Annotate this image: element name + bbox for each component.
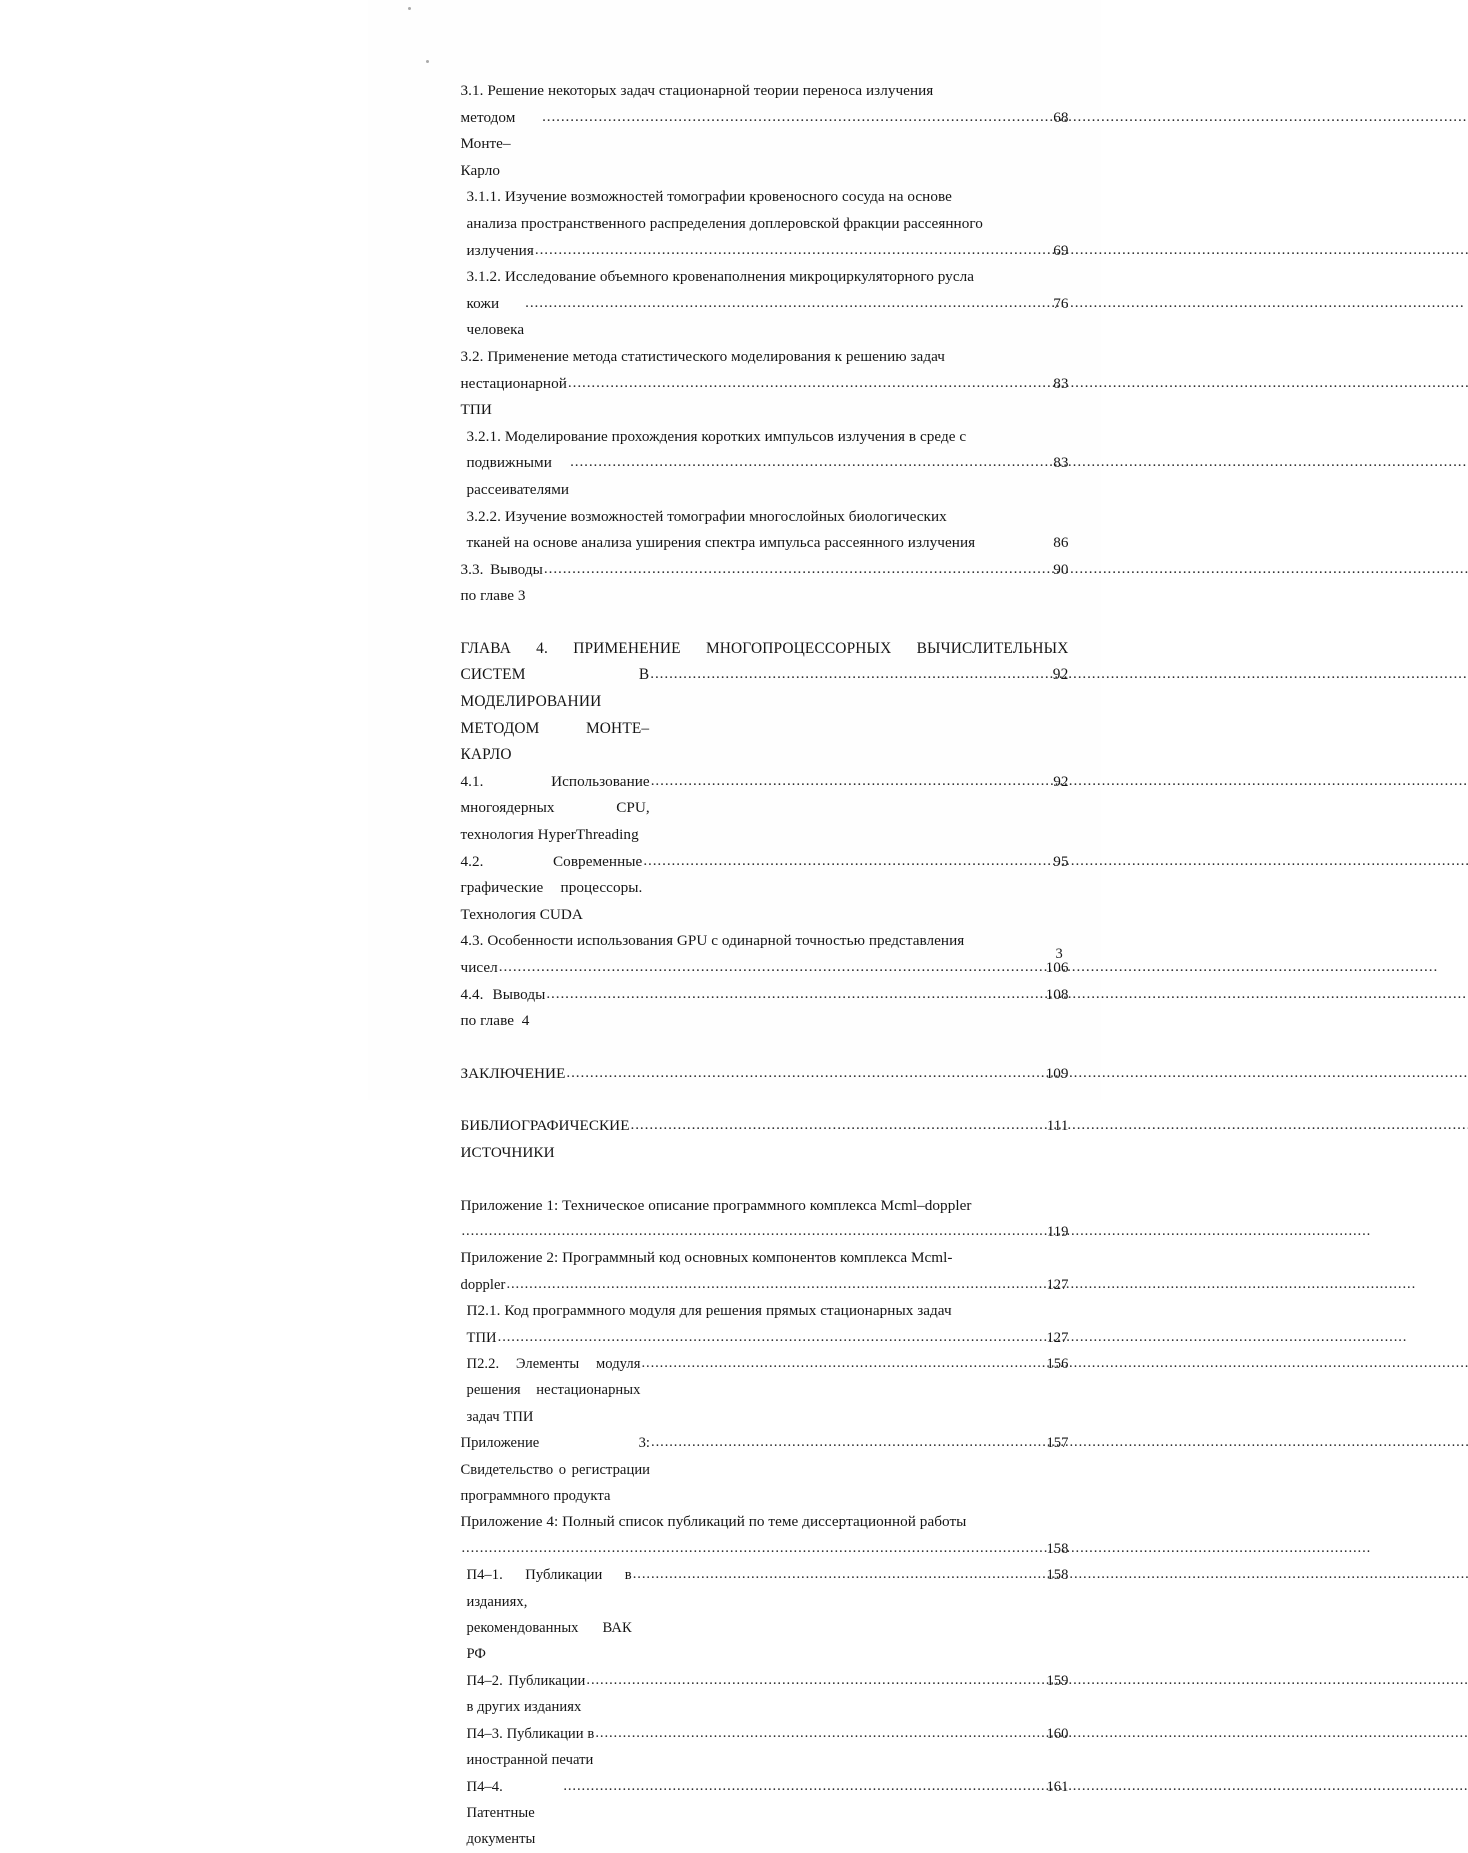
entry-page-number: 159 (1046, 1672, 1069, 1689)
entry-title: нестационарной ТПИ (460, 374, 571, 419)
entry-appendix-4[interactable] (461, 1509, 1069, 1562)
entry-title: П2.2. Элементы модуля решения нестационарных задач ТПИ (466, 1356, 648, 1425)
dot-leader (643, 848, 1052, 875)
entry-page-number: 76 (1053, 294, 1069, 312)
entry-title: методом Монте–Карло (460, 108, 520, 179)
section-spacer (461, 1167, 1069, 1193)
entry-title-line: Приложение 1: Техническое описание программного комплекса Mcml–doppler (460, 1196, 972, 1214)
dot-leader (570, 449, 1052, 476)
entry-p4-3[interactable] (467, 1721, 1069, 1774)
entry-title: П4–4. Патентные документы (466, 1778, 539, 1848)
entry-p2-2[interactable] (467, 1351, 1069, 1430)
entry-page-number: 161 (1046, 1778, 1069, 1795)
document-page (368, 0, 1101, 1848)
entry-page-number: 83 (1053, 454, 1069, 472)
entry-page-number: 111 (1046, 1117, 1069, 1135)
entry-3-1-1[interactable] (467, 184, 1069, 264)
dot-leader (525, 290, 1052, 317)
entry-p4-2[interactable] (467, 1668, 1069, 1721)
section-spacer (461, 1035, 1069, 1061)
entry-4-3[interactable] (461, 928, 1069, 981)
dot-leader (651, 768, 1052, 795)
entry-3-2[interactable] (461, 344, 1069, 424)
dot-leader (462, 1535, 1046, 1561)
entry-page-number: 157 (1046, 1435, 1069, 1452)
entry-page-number: 90 (1053, 560, 1069, 578)
scan-speck (408, 7, 411, 10)
toc-group-chapter4 (461, 636, 1069, 1035)
entry-page-number: 92 (1053, 772, 1069, 790)
entry-title: кожи человека (466, 294, 529, 339)
dot-leader (650, 661, 1052, 688)
entry-title: чисел (460, 959, 498, 976)
entry-title: ТПИ (466, 1329, 501, 1346)
entry-appendix-2[interactable] (461, 1245, 1069, 1298)
entry-3-2-1[interactable] (467, 424, 1069, 504)
chapter-heading-word: ВЫЧИСЛИТЕЛЬНЫХ (916, 639, 1069, 657)
entry-page-number: 158 (1046, 1540, 1069, 1557)
dot-leader (498, 1324, 1046, 1350)
entry-p4-4[interactable] (467, 1774, 1069, 1853)
entry-chapter-4[interactable] (461, 636, 1069, 769)
entry-title-line: 4.3. Особенности использования GPU с одинарной точностью представления (460, 932, 965, 950)
entry-appendix-1[interactable] (461, 1193, 1069, 1246)
entry-title-line: 3.2.1. Моделирование прохождения коротких импульсов излучения в среде с (466, 427, 967, 445)
entry-4-4[interactable] (461, 982, 1069, 1035)
entry-title: П4–3. Публикации в иностранной печати (466, 1725, 599, 1769)
entry-title: doppler (460, 1276, 510, 1293)
entry-title: 4.4. Выводы по главе 4 (460, 985, 554, 1030)
chapter-heading-word: МНОГОПРОЦЕССОРНЫХ (705, 639, 892, 657)
entry-4-1[interactable] (461, 769, 1069, 849)
entry-title: 4.2. Современные графические процессоры. Технология CUDA (460, 852, 647, 923)
entry-page-number: 158 (1046, 1567, 1069, 1584)
entry-title: 3.3. Выводы по главе 3 (460, 560, 547, 605)
entry-appendix-3[interactable] (461, 1430, 1069, 1509)
entry-title-line: 3.1. Решение некоторых задач стационарной теории переноса излучения (460, 82, 934, 99)
dot-leader (566, 1060, 1044, 1087)
entry-page-number: 69 (1053, 241, 1069, 259)
chapter-heading-line (461, 636, 1069, 663)
entry-page-number: 119 (1047, 1223, 1069, 1240)
dot-leader (631, 1112, 1046, 1139)
toc-group-appendices (461, 1193, 1069, 1853)
section-spacer (461, 1087, 1069, 1113)
entry-title-line: анализа пространственного распределения доплеровской фракции рассеянного (466, 214, 983, 232)
dot-leader (462, 1218, 1047, 1244)
entry-3-1[interactable] (461, 78, 1069, 184)
entry-page-number: 83 (1053, 374, 1069, 392)
page-number: 3 (1055, 946, 1063, 962)
entry-page-number: 160 (1046, 1725, 1069, 1742)
entry-4-2[interactable] (461, 849, 1069, 929)
dot-leader (568, 370, 1052, 397)
dot-leader (563, 1773, 1045, 1799)
entry-title-line: 3.1.2. Исследование объемного кровенаполнения микроциркуляторного русла (466, 268, 975, 286)
entry-p2-1[interactable] (467, 1298, 1069, 1351)
entry-page-number: 86 (1053, 534, 1069, 552)
entry-title: 4.1. Использование многоядерных CPU, технология HyperThreading (460, 772, 654, 844)
entry-title: П4–1. Публикации в изданиях, рекомендованных ВАК РФ (466, 1567, 636, 1663)
entry-bibliography[interactable] (461, 1113, 1069, 1166)
entry-page-number: 95 (1053, 852, 1069, 870)
entry-page-number: 92 (1052, 666, 1069, 684)
entry-page-number: 127 (1046, 1276, 1069, 1293)
entry-title-line: 3.2.2. Изучение возможностей томографии многослойных биологических (466, 507, 947, 525)
dot-leader (633, 1561, 1046, 1587)
scan-speck (426, 60, 429, 63)
entry-title: П4–2. Публикации в других изданиях (466, 1672, 590, 1716)
dot-leader (506, 1271, 1045, 1297)
dot-leader (544, 556, 1052, 583)
entry-title-line: 3.2. Применение метода статистического моделирования к решению задач (460, 347, 945, 365)
entry-conclusion[interactable] (461, 1061, 1069, 1088)
chapter-heading-word: ПРИМЕНЕНИЕ (573, 639, 681, 657)
entry-page-number: 156 (1046, 1356, 1069, 1372)
entry-title: СИСТЕМ В МОДЕЛИРОВАНИИ МЕТОДОМ МОНТЕ–КАРЛО (460, 666, 658, 764)
chapter-heading-word: 4. (536, 639, 548, 657)
entry-3-2-2[interactable] (467, 504, 1069, 557)
entry-title-line: Приложение 4: Полный список публикаций по теме диссертационной работы (460, 1513, 967, 1531)
dot-leader (641, 1350, 1045, 1376)
toc-group-chapter3-sections (461, 78, 1069, 610)
dot-leader (586, 1667, 1045, 1693)
section-spacer (461, 610, 1069, 636)
chapter-heading-word: ГЛАВА (460, 639, 511, 657)
entry-page-number: 68 (1053, 108, 1069, 126)
dot-leader (595, 1720, 1045, 1746)
entry-3-3[interactable] (461, 557, 1069, 610)
dot-leader (542, 104, 1052, 131)
table-of-contents (461, 78, 1069, 1853)
entry-title: излучения (466, 241, 534, 259)
entry-p4-1[interactable] (467, 1562, 1069, 1668)
entry-title: БИБЛИОГРАФИЧЕСКИЕ ИСТОЧНИКИ (460, 1117, 634, 1161)
entry-page-number: 108 (1045, 985, 1069, 1003)
entry-page-number: 109 (1045, 1064, 1069, 1082)
entry-title: подвижными рассеивателями (466, 454, 570, 498)
entry-title-line: П2.1. Код программного модуля для решения прямых стационарных задач (466, 1302, 952, 1320)
toc-group-back-matter-conclusion (461, 1061, 1069, 1088)
toc-group-back-matter-bibliography (461, 1113, 1069, 1166)
entry-title-line: Приложение 2: Программный код основных компонентов комплекса Mcml- (460, 1249, 953, 1267)
entry-title: ЗАКЛЮЧЕНИЕ (460, 1064, 566, 1082)
entry-3-1-2[interactable] (467, 264, 1069, 344)
entry-page-number: 127 (1046, 1329, 1069, 1346)
entry-title: тканей на основе анализа уширения спектра импульса рассеянного излучения (466, 534, 976, 552)
entry-title-line: 3.1.1. Изучение возможностей томографии кровеносного сосуда на основе (466, 188, 952, 206)
entry-title: Приложение 3: Свидетельство о регистрации программного продукта (460, 1435, 654, 1505)
dot-leader (535, 237, 1052, 264)
dot-leader (546, 981, 1044, 1008)
entry-page-number: 106 (1045, 959, 1069, 976)
dot-leader (499, 954, 1045, 981)
dot-leader (651, 1429, 1045, 1455)
